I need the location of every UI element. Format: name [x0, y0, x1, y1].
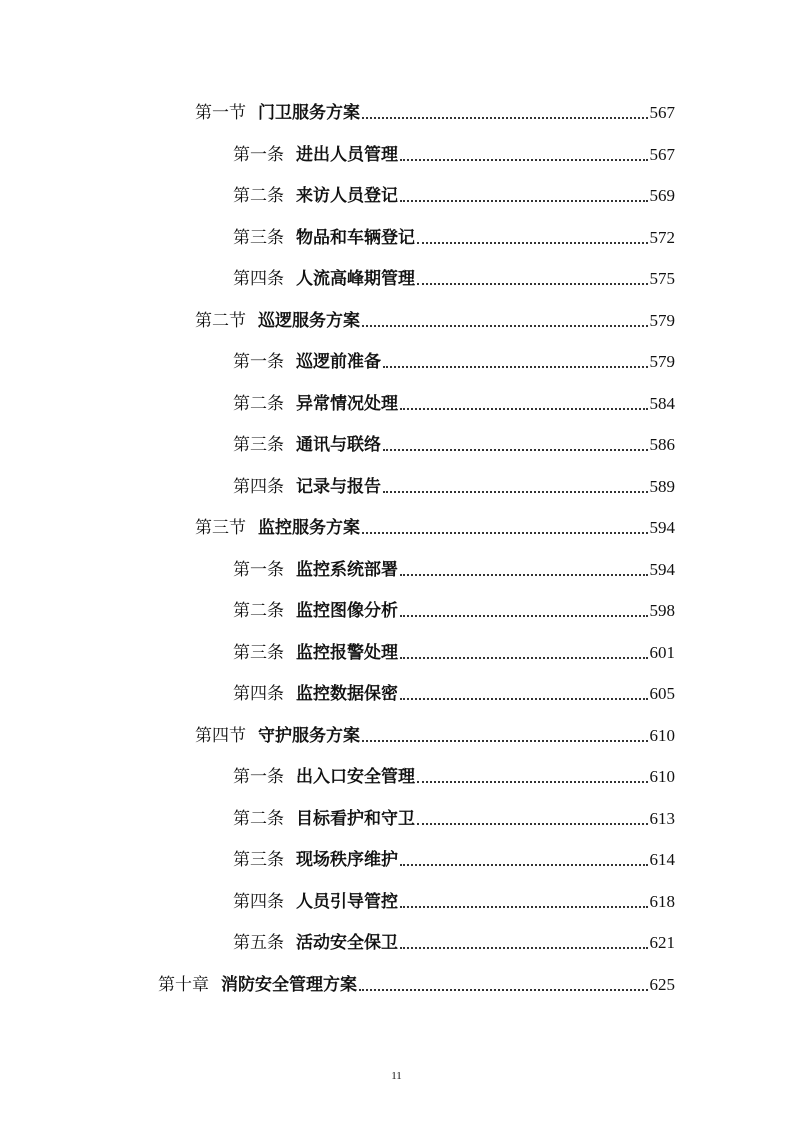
dot-leader	[362, 740, 648, 742]
toc-entry-title: 出入口安全管理	[296, 767, 415, 787]
toc-entry[interactable]	[233, 757, 675, 787]
dot-leader	[417, 781, 648, 783]
toc-entry-number: 第三节	[195, 518, 246, 538]
toc-entry-number: 第三条	[233, 850, 284, 870]
dot-leader	[417, 823, 648, 825]
toc-entry[interactable]	[233, 923, 675, 953]
toc-entry-page: 598	[649, 601, 675, 620]
dot-leader	[362, 117, 648, 119]
toc-entry-title: 人员引导管控	[296, 891, 398, 912]
dot-leader	[362, 325, 648, 327]
dot-leader	[400, 408, 648, 410]
toc-entry-page: 618	[649, 891, 675, 911]
toc-entry-number: 第二条	[233, 186, 284, 206]
toc-entry-number: 第一条	[233, 352, 284, 372]
toc-entry-title: 守护服务方案	[258, 725, 360, 746]
toc-entry-page: 625	[649, 974, 675, 994]
toc-entry-title: 活动安全保卫	[296, 933, 398, 953]
toc-entry[interactable]	[233, 633, 675, 663]
toc-entry[interactable]	[233, 674, 675, 704]
dot-leader	[383, 449, 648, 451]
toc-entry-number: 第四节	[195, 725, 246, 746]
dot-leader	[359, 989, 648, 991]
toc-entry-title: 监控系统部署	[296, 559, 398, 580]
toc-entry-title: 监控服务方案	[258, 518, 360, 538]
page-number: 11	[391, 1070, 402, 1082]
toc-entry-page: 594	[649, 559, 675, 579]
toc-entry[interactable]	[233, 135, 675, 165]
toc-entry-number: 第四条	[233, 269, 284, 289]
toc-entry-title: 监控数据保密	[296, 684, 398, 704]
toc-entry-number: 第五条	[233, 933, 284, 953]
toc-entry-title: 现场秩序维护	[296, 850, 398, 870]
toc-entry-page: 589	[649, 476, 675, 496]
dot-leader	[383, 491, 648, 493]
toc-entry[interactable]	[233, 799, 675, 829]
toc-entry[interactable]	[233, 218, 675, 248]
dot-leader	[400, 906, 648, 908]
toc-entry-number: 第四条	[233, 476, 284, 497]
toc-entry-title: 来访人员登记	[296, 186, 398, 206]
dot-leader	[400, 864, 648, 866]
toc-entry-number: 第二节	[195, 310, 246, 331]
toc-entry-title: 物品和车辆登记	[296, 227, 415, 248]
toc-entry-page: 605	[649, 684, 675, 703]
dot-leader	[383, 366, 648, 368]
toc-entry[interactable]	[233, 176, 675, 206]
toc-entry[interactable]	[233, 467, 675, 497]
toc-entry-title: 记录与报告	[296, 476, 381, 497]
toc-entry-title: 监控报警处理	[296, 642, 398, 663]
toc-entry-number: 第十章	[158, 974, 209, 995]
toc-entry-title: 人流高峰期管理	[296, 269, 415, 289]
dot-leader	[417, 283, 648, 285]
dot-leader	[400, 159, 648, 161]
toc-entry-title: 巡逻服务方案	[258, 310, 360, 331]
toc-entry[interactable]	[233, 591, 675, 621]
toc-entry[interactable]	[233, 840, 675, 870]
toc-entry[interactable]	[233, 425, 675, 455]
toc-entry-number: 第三条	[233, 435, 284, 455]
toc-entry-number: 第二条	[233, 393, 284, 414]
dot-leader	[400, 200, 648, 202]
toc-entry[interactable]	[233, 384, 675, 414]
toc-entry-number: 第二条	[233, 601, 284, 621]
toc-entry-page: 613	[649, 808, 675, 828]
toc-entry[interactable]	[233, 342, 675, 372]
toc-entry-page: 572	[649, 227, 675, 247]
toc-entry-page: 579	[649, 310, 675, 330]
toc-entry-page: 614	[649, 850, 675, 869]
dot-leader	[400, 574, 648, 576]
toc-entry-title: 消防安全管理方案	[221, 974, 357, 995]
toc-entry-page: 567	[649, 144, 675, 164]
toc-entry-number: 第四条	[233, 891, 284, 912]
toc-entry-page: 610	[649, 725, 675, 745]
toc-entry-page: 567	[649, 103, 675, 122]
toc-entry-title: 通讯与联络	[296, 435, 381, 455]
toc-entry-page: 569	[649, 186, 675, 205]
dot-leader	[400, 947, 648, 949]
toc-entry[interactable]	[195, 93, 675, 123]
dot-leader	[417, 242, 648, 244]
toc-entry-number: 第一条	[233, 559, 284, 580]
toc-entry-page: 586	[649, 435, 675, 454]
toc-entry[interactable]	[195, 508, 675, 538]
toc-entry-title: 进出人员管理	[296, 144, 398, 165]
toc-entry-page: 621	[649, 933, 675, 952]
toc-entry[interactable]	[195, 716, 675, 746]
toc-entry-number: 第一条	[233, 144, 284, 165]
toc-entry-page: 575	[649, 269, 675, 288]
toc-entry-page: 579	[649, 352, 675, 371]
dot-leader	[400, 615, 648, 617]
toc-entry[interactable]	[233, 550, 675, 580]
toc-entry-title: 异常情况处理	[296, 393, 398, 414]
toc-entry[interactable]	[233, 259, 675, 289]
toc-entry-title: 巡逻前准备	[296, 352, 381, 372]
toc-entry-number: 第三条	[233, 227, 284, 248]
dot-leader	[400, 657, 648, 659]
toc-entry-page: 594	[649, 518, 675, 537]
toc-entry-page: 601	[649, 642, 675, 662]
toc-entry-number: 第二条	[233, 808, 284, 829]
toc-entry[interactable]	[233, 882, 675, 912]
toc-entry-number: 第三条	[233, 642, 284, 663]
toc-entry[interactable]	[195, 301, 675, 331]
toc-entry-number: 第四条	[233, 684, 284, 704]
dot-leader	[362, 532, 648, 534]
toc-entry-number: 第一条	[233, 767, 284, 787]
toc-entry[interactable]	[158, 965, 675, 995]
toc-entry-page: 584	[649, 393, 675, 413]
toc-entry-title: 监控图像分析	[296, 601, 398, 621]
toc-entry-number: 第一节	[195, 103, 246, 123]
toc-entry-title: 门卫服务方案	[258, 103, 360, 123]
toc-entry-title: 目标看护和守卫	[296, 808, 415, 829]
dot-leader	[400, 698, 648, 700]
toc-entry-page: 610	[649, 767, 675, 786]
